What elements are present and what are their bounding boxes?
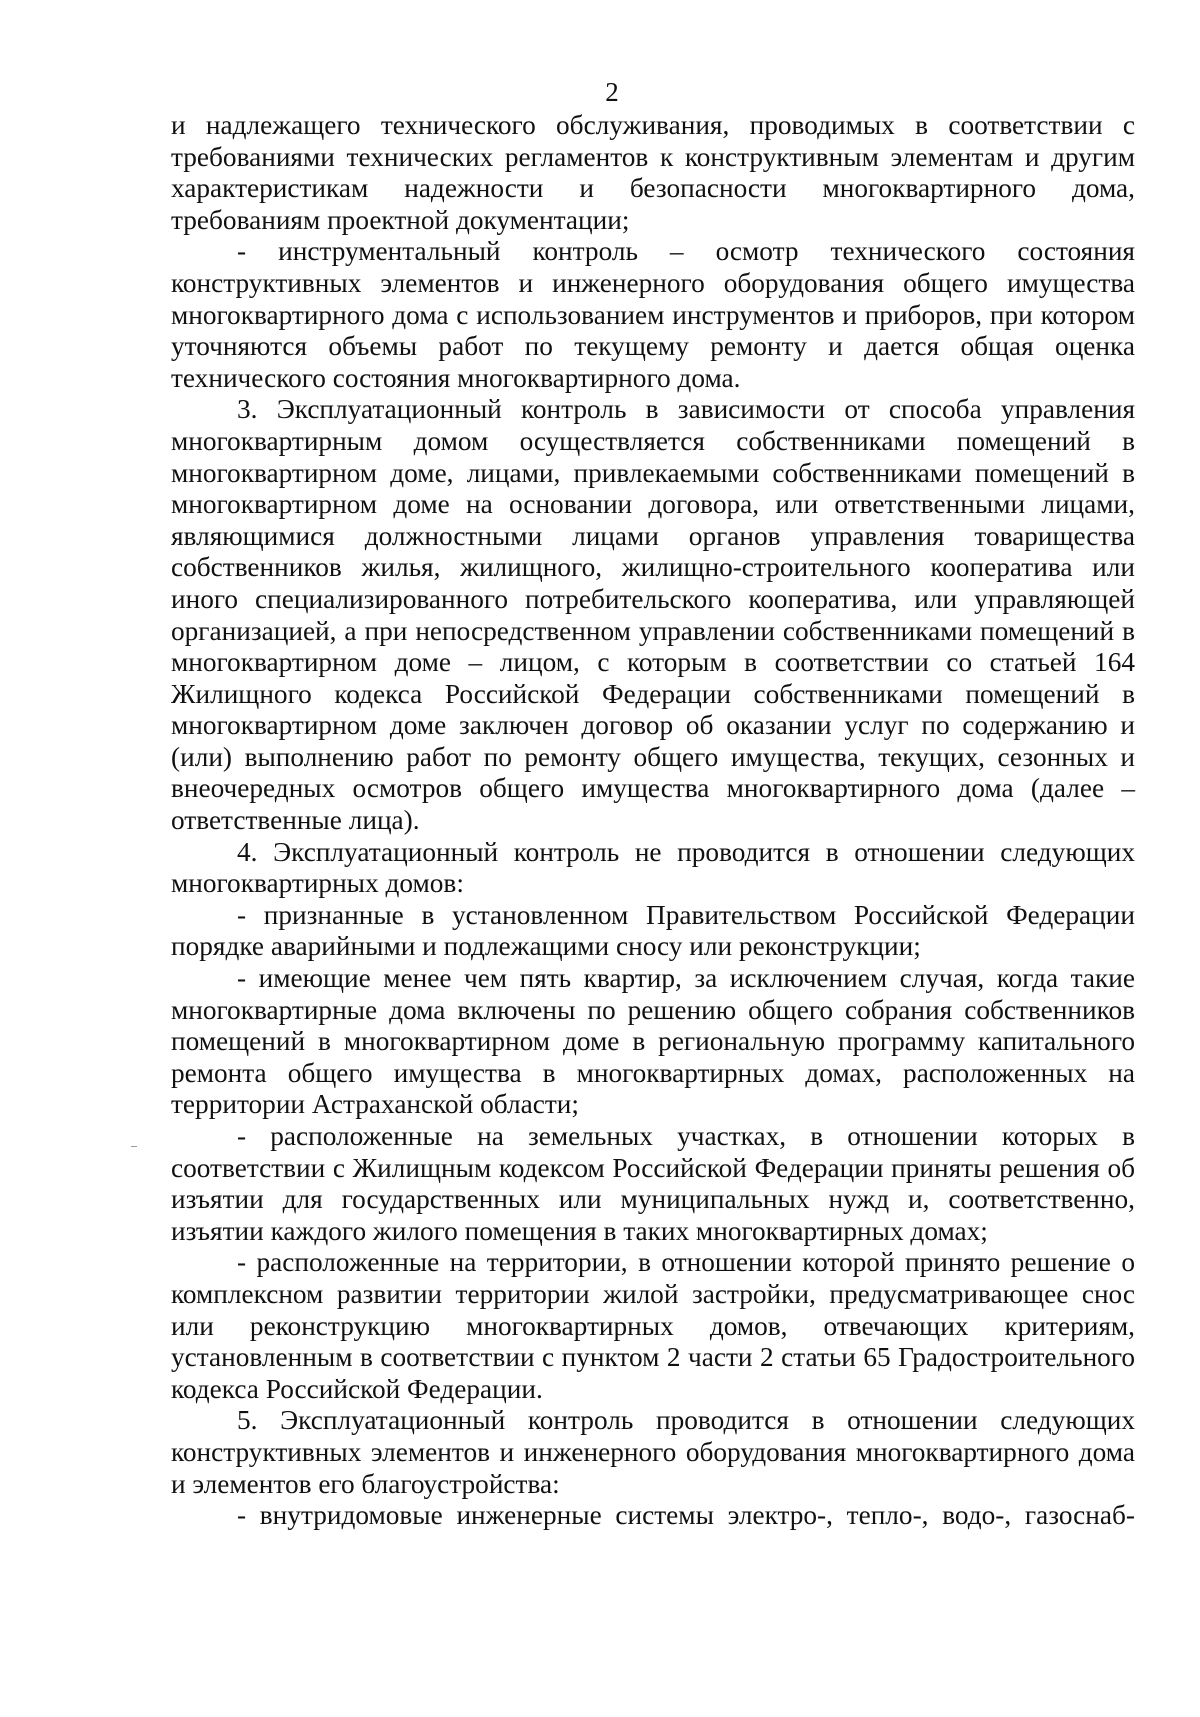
document-body — [171, 110, 1135, 1532]
paragraph-item-5: 5. Эксплуатационный контроль проводится в отношении следующих конструктивных элементов и инженерного оборудования многоквартирного дома и элементов его благоустройства: — [171, 1405, 1135, 1499]
paragraph-emergency-houses: - признанные в установленном Правительством Российской Федерации порядке аварийными и подлежащими сносу или реконструкции; — [171, 899, 1135, 962]
paragraph-instrumental-control: - инструментальный контроль – осмотр технического состояния конструктивных элементов и инженерного оборудования общего имущества многоквартирного дома с использованием инструментов и приборов, при котором уточняются объемы работ по текущему ремонту и дается общая оценка технического состояния многоквартирного дома. — [171, 236, 1135, 393]
page-number: 2 — [605, 77, 619, 107]
paragraph-complex-development: - расположенные на территории, в отношении которой принято решение о комплексном развитии территории жилой застройки, предусматривающее снос или реконструкцию многоквартирных домов, отвечающих критериям, установленным в соответствии с пунктом 2 части 2 статьи 65 Градостроительного кодекса Российской Федерации. — [171, 1247, 1135, 1404]
paragraph-item-4: 4. Эксплуатационный контроль не проводится в отношении следующих многоквартирных домов: — [171, 836, 1135, 899]
scan-mark — [131, 1146, 137, 1147]
paragraph-land-withdrawal: - расположенные на земельных участках, в отношении которых в соответствии с Жилищным кодексом Российской Федерации приняты решения об изъятии для государственных или муниципальных нужд и, соответственно, изъятии каждого жилого помещения в таких многоквартирных домах; — [171, 1121, 1135, 1246]
paragraph-item-3: 3. Эксплуатационный контроль в зависимости от способа управления многоквартирным домом осуществляется собственниками помещений в многоквартирном доме, лицами, привлекаемыми собственниками помещений в многоквартирном доме на основании договора, или ответственными лицами, являющимися должностными лицами органов управления товарищества собственников жилья, жилищного, жилищно-строительного кооператива или иного специализированного потребительского кооператива, или управляющей организацией, а при непосредственном управлении собственниками помещений в многоквартирном доме – лицом, с которым в соответствии со статьей 164 Жилищного кодекса Российской Федерации собственниками помещений в многоквартирном доме заключен договор об оказании услуг по содержанию и (или) выполнению работ по ремонту общего имущества, текущих, сезонных и внеочередных осмотров общего имущества многоквартирного дома (далее – ответственные лица). — [171, 394, 1135, 836]
paragraph-less-than-five-apartments: - имеющие менее чем пять квартир, за исключением случая, когда такие многоквартирные дома включены по решению общего собрания собственников помещений в многоквартирном доме в региональную программу капитального ремонта общего имущества в многоквартирных домах, расположенных на территории Астраханской области; — [171, 963, 1135, 1120]
paragraph-continuation: и надлежащего технического обслуживания, проводимых в соответствии с требованиями технических регламентов к конструктивным элементам и другим характеристикам надежности и безопасности многоквартирного дома, требованиям проектной документации; — [171, 110, 1135, 235]
paragraph-engineering-systems: - внутридомовые инженерные системы электро-, тепло-, водо-, газоснаб- — [237, 1500, 1135, 1531]
